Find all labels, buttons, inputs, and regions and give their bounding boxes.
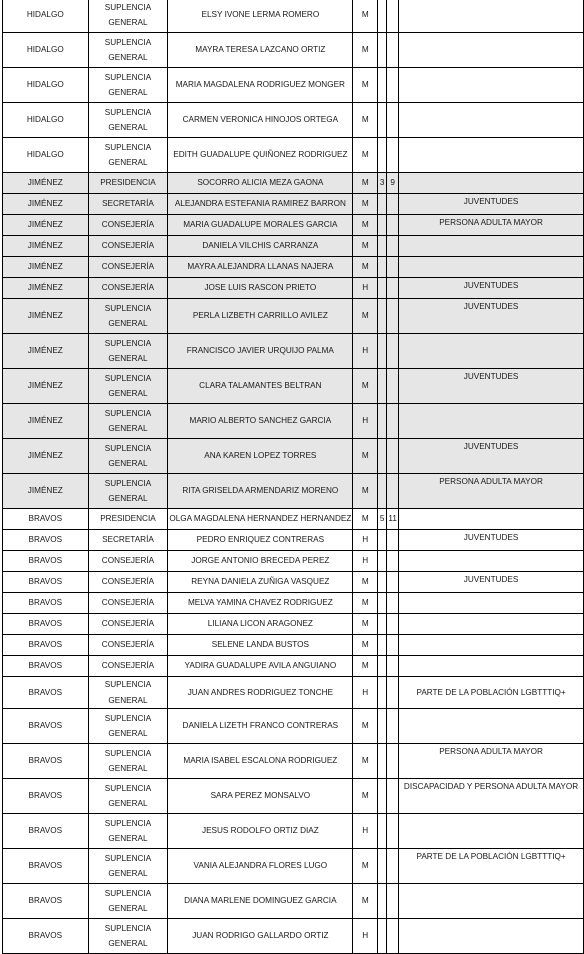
group-cell: PERSONA ADULTA MAYOR bbox=[399, 474, 584, 509]
name-cell: CARMEN VERONICA HINOJOS ORTEGA bbox=[168, 103, 353, 138]
position-cell: CONSEJERÍA bbox=[88, 656, 168, 677]
gender-cell: M bbox=[353, 194, 378, 215]
name-cell: PERLA LIZBETH CARRILLO AVILEZ bbox=[168, 299, 353, 334]
count-cell bbox=[378, 779, 387, 814]
count-cell: 5 bbox=[378, 509, 387, 530]
count-cell bbox=[387, 369, 399, 404]
municipality-cell: BRAVOS bbox=[3, 530, 89, 551]
group-cell bbox=[399, 0, 584, 33]
count-cell bbox=[378, 215, 387, 236]
name-cell: RITA GRISELDA ARMENDARIZ MORENO bbox=[168, 474, 353, 509]
group-cell: PARTE DE LA POBLACIÓN LGBTTTIQ+ bbox=[399, 849, 584, 884]
count-cell bbox=[378, 814, 387, 849]
municipality-cell: BRAVOS bbox=[3, 656, 89, 677]
municipality-cell: JIMÉNEZ bbox=[3, 194, 89, 215]
count-cell bbox=[387, 257, 399, 278]
count-cell bbox=[378, 677, 387, 709]
municipality-cell: JIMÉNEZ bbox=[3, 173, 89, 194]
count-cell bbox=[387, 884, 399, 919]
position-cell: SUPLENCIA GENERAL bbox=[88, 299, 168, 334]
position-cell: SUPLENCIA GENERAL bbox=[88, 779, 168, 814]
gender-cell: M bbox=[353, 173, 378, 194]
table-row bbox=[3, 138, 584, 173]
position-cell: SUPLENCIA GENERAL bbox=[88, 474, 168, 509]
name-cell: MAYRA ALEJANDRA LLANAS NAJERA bbox=[168, 257, 353, 278]
count-cell bbox=[387, 278, 399, 299]
table-body bbox=[3, 0, 584, 954]
position-cell: SECRETARÍA bbox=[88, 194, 168, 215]
position-cell: SUPLENCIA GENERAL bbox=[88, 439, 168, 474]
count-cell bbox=[378, 236, 387, 257]
name-cell: ALEJANDRA ESTEFANIA RAMIREZ BARRON bbox=[168, 194, 353, 215]
count-cell bbox=[387, 0, 399, 33]
municipality-cell: BRAVOS bbox=[3, 509, 89, 530]
count-cell bbox=[378, 299, 387, 334]
count-cell bbox=[387, 849, 399, 884]
position-cell: SUPLENCIA GENERAL bbox=[88, 334, 168, 369]
municipality-cell: HIDALGO bbox=[3, 138, 89, 173]
municipality-cell: JIMÉNEZ bbox=[3, 334, 89, 369]
group-cell: JUVENTUDES bbox=[399, 530, 584, 551]
count-cell bbox=[387, 551, 399, 572]
count-cell bbox=[387, 334, 399, 369]
municipality-cell: BRAVOS bbox=[3, 551, 89, 572]
count-cell bbox=[387, 68, 399, 103]
gender-cell: M bbox=[353, 509, 378, 530]
table-row bbox=[3, 257, 584, 278]
table-row bbox=[3, 656, 584, 677]
name-cell: JUAN RODRIGO GALLARDO ORTIZ bbox=[168, 919, 353, 954]
name-cell: DANIELA VILCHIS CARRANZA bbox=[168, 236, 353, 257]
gender-cell: M bbox=[353, 709, 378, 744]
group-cell bbox=[399, 138, 584, 173]
gender-cell: H bbox=[353, 278, 378, 299]
count-cell bbox=[387, 919, 399, 954]
gender-cell: M bbox=[353, 103, 378, 138]
position-cell: CONSEJERÍA bbox=[88, 593, 168, 614]
name-cell: JUAN ANDRES RODRIGUEZ TONCHE bbox=[168, 677, 353, 709]
name-cell: JORGE ANTONIO BRECEDA PEREZ bbox=[168, 551, 353, 572]
name-cell: FRANCISCO JAVIER URQUIJO PALMA bbox=[168, 334, 353, 369]
group-cell bbox=[399, 884, 584, 919]
position-cell: SUPLENCIA GENERAL bbox=[88, 68, 168, 103]
count-cell bbox=[378, 33, 387, 68]
count-cell bbox=[387, 215, 399, 236]
table-row bbox=[3, 744, 584, 779]
table-row bbox=[3, 68, 584, 103]
table-row bbox=[3, 474, 584, 509]
gender-cell: H bbox=[353, 814, 378, 849]
gender-cell: M bbox=[353, 572, 378, 593]
table-row bbox=[3, 509, 584, 530]
municipality-cell: JIMÉNEZ bbox=[3, 215, 89, 236]
table-row bbox=[3, 677, 584, 709]
table-row bbox=[3, 103, 584, 138]
position-cell: CONSEJERÍA bbox=[88, 635, 168, 656]
name-cell: SELENE LANDA BUSTOS bbox=[168, 635, 353, 656]
count-cell bbox=[387, 614, 399, 635]
count-cell bbox=[387, 677, 399, 709]
gender-cell: H bbox=[353, 919, 378, 954]
table-row bbox=[3, 439, 584, 474]
count-cell bbox=[378, 257, 387, 278]
group-cell: PARTE DE LA POBLACIÓN LGBTTTIQ+ bbox=[399, 677, 584, 709]
name-cell: JOSE LUIS RASCON PRIETO bbox=[168, 278, 353, 299]
gender-cell: M bbox=[353, 656, 378, 677]
count-cell bbox=[387, 530, 399, 551]
position-cell: CONSEJERÍA bbox=[88, 236, 168, 257]
count-cell bbox=[378, 369, 387, 404]
group-cell: PERSONA ADULTA MAYOR bbox=[399, 744, 584, 779]
name-cell: YADIRA GUADALUPE AVILA ANGUIANO bbox=[168, 656, 353, 677]
count-cell bbox=[378, 138, 387, 173]
gender-cell: M bbox=[353, 68, 378, 103]
position-cell: CONSEJERÍA bbox=[88, 215, 168, 236]
name-cell: MARIA ISABEL ESCALONA RODRIGUEZ bbox=[168, 744, 353, 779]
municipality-cell: HIDALGO bbox=[3, 68, 89, 103]
count-cell bbox=[378, 884, 387, 919]
table-row bbox=[3, 709, 584, 744]
group-cell: JUVENTUDES bbox=[399, 572, 584, 593]
table-row bbox=[3, 530, 584, 551]
group-cell bbox=[399, 814, 584, 849]
count-cell bbox=[378, 404, 387, 439]
count-cell bbox=[378, 68, 387, 103]
name-cell: MARIO ALBERTO SANCHEZ GARCIA bbox=[168, 404, 353, 439]
name-cell: MAYRA TERESA LAZCANO ORTIZ bbox=[168, 33, 353, 68]
municipality-cell: BRAVOS bbox=[3, 884, 89, 919]
group-cell bbox=[399, 919, 584, 954]
table-row bbox=[3, 884, 584, 919]
table-row bbox=[3, 194, 584, 215]
municipality-cell: BRAVOS bbox=[3, 635, 89, 656]
municipality-cell: HIDALGO bbox=[3, 0, 89, 33]
count-cell bbox=[387, 656, 399, 677]
position-cell: SECRETARÍA bbox=[88, 530, 168, 551]
gender-cell: M bbox=[353, 0, 378, 33]
municipality-cell: BRAVOS bbox=[3, 572, 89, 593]
position-cell: PRESIDENCIA bbox=[88, 173, 168, 194]
gender-cell: M bbox=[353, 215, 378, 236]
count-cell bbox=[387, 439, 399, 474]
count-cell bbox=[378, 439, 387, 474]
gender-cell: M bbox=[353, 474, 378, 509]
table-row bbox=[3, 404, 584, 439]
group-cell: JUVENTUDES bbox=[399, 194, 584, 215]
group-cell bbox=[399, 404, 584, 439]
table-row bbox=[3, 849, 584, 884]
gender-cell: H bbox=[353, 334, 378, 369]
municipality-cell: JIMÉNEZ bbox=[3, 299, 89, 334]
table-row bbox=[3, 572, 584, 593]
group-cell: JUVENTUDES bbox=[399, 278, 584, 299]
name-cell: JESUS RODOLFO ORTIZ DIAZ bbox=[168, 814, 353, 849]
group-cell bbox=[399, 635, 584, 656]
table-row bbox=[3, 0, 584, 33]
table-row bbox=[3, 614, 584, 635]
table-row bbox=[3, 779, 584, 814]
group-cell bbox=[399, 709, 584, 744]
group-cell bbox=[399, 593, 584, 614]
count-cell bbox=[378, 551, 387, 572]
municipality-cell: JIMÉNEZ bbox=[3, 369, 89, 404]
group-cell bbox=[399, 656, 584, 677]
gender-cell: M bbox=[353, 593, 378, 614]
name-cell: ELSY IVONE LERMA ROMERO bbox=[168, 0, 353, 33]
count-cell bbox=[378, 103, 387, 138]
name-cell: CLARA TALAMANTES BELTRAN bbox=[168, 369, 353, 404]
count-cell bbox=[387, 103, 399, 138]
position-cell: SUPLENCIA GENERAL bbox=[88, 849, 168, 884]
gender-cell: M bbox=[353, 236, 378, 257]
count-cell bbox=[387, 814, 399, 849]
gender-cell: M bbox=[353, 849, 378, 884]
name-cell: MARIA GUADALUPE MORALES GARCIA bbox=[168, 215, 353, 236]
group-cell: JUVENTUDES bbox=[399, 299, 584, 334]
municipality-cell: HIDALGO bbox=[3, 103, 89, 138]
position-cell: SUPLENCIA GENERAL bbox=[88, 369, 168, 404]
count-cell bbox=[387, 572, 399, 593]
candidates-table bbox=[2, 0, 584, 954]
name-cell: ANA KAREN LOPEZ TORRES bbox=[168, 439, 353, 474]
municipality-cell: BRAVOS bbox=[3, 677, 89, 709]
count-cell bbox=[378, 530, 387, 551]
gender-cell: H bbox=[353, 530, 378, 551]
count-cell bbox=[387, 779, 399, 814]
table-row bbox=[3, 278, 584, 299]
group-cell bbox=[399, 334, 584, 369]
name-cell: MELVA YAMINA CHAVEZ RODRIGUEZ bbox=[168, 593, 353, 614]
municipality-cell: BRAVOS bbox=[3, 919, 89, 954]
gender-cell: M bbox=[353, 257, 378, 278]
name-cell: MARIA MAGDALENA RODRIGUEZ MONGER bbox=[168, 68, 353, 103]
table-row bbox=[3, 334, 584, 369]
count-cell bbox=[378, 0, 387, 33]
count-cell bbox=[387, 194, 399, 215]
name-cell: VANIA ALEJANDRA FLORES LUGO bbox=[168, 849, 353, 884]
count-cell bbox=[387, 138, 399, 173]
name-cell: SOCORRO ALICIA MEZA GAONA bbox=[168, 173, 353, 194]
gender-cell: M bbox=[353, 33, 378, 68]
municipality-cell: JIMÉNEZ bbox=[3, 439, 89, 474]
municipality-cell: JIMÉNEZ bbox=[3, 257, 89, 278]
name-cell: DIANA MARLENE DOMINGUEZ GARCIA bbox=[168, 884, 353, 919]
position-cell: SUPLENCIA GENERAL bbox=[88, 677, 168, 709]
table-row bbox=[3, 369, 584, 404]
count-cell bbox=[387, 635, 399, 656]
table-row bbox=[3, 215, 584, 236]
municipality-cell: JIMÉNEZ bbox=[3, 404, 89, 439]
position-cell: SUPLENCIA GENERAL bbox=[88, 0, 168, 33]
name-cell: EDITH GUADALUPE QUIÑONEZ RODRIGUEZ bbox=[168, 138, 353, 173]
count-cell bbox=[387, 593, 399, 614]
name-cell: OLGA MAGDALENA HERNANDEZ HERNANDEZ bbox=[168, 509, 353, 530]
position-cell: SUPLENCIA GENERAL bbox=[88, 919, 168, 954]
gender-cell: M bbox=[353, 635, 378, 656]
count-cell bbox=[378, 334, 387, 369]
group-cell bbox=[399, 236, 584, 257]
group-cell: JUVENTUDES bbox=[399, 369, 584, 404]
gender-cell: M bbox=[353, 779, 378, 814]
group-cell bbox=[399, 614, 584, 635]
municipality-cell: BRAVOS bbox=[3, 744, 89, 779]
position-cell: SUPLENCIA GENERAL bbox=[88, 884, 168, 919]
group-cell bbox=[399, 68, 584, 103]
table-row bbox=[3, 814, 584, 849]
position-cell: CONSEJERÍA bbox=[88, 278, 168, 299]
gender-cell: M bbox=[353, 614, 378, 635]
group-cell: DISCAPACIDAD Y PERSONA ADULTA MAYOR bbox=[399, 779, 584, 814]
count-cell bbox=[378, 849, 387, 884]
position-cell: CONSEJERÍA bbox=[88, 614, 168, 635]
count-cell bbox=[378, 656, 387, 677]
group-cell: JUVENTUDES bbox=[399, 439, 584, 474]
count-cell bbox=[378, 278, 387, 299]
group-cell bbox=[399, 33, 584, 68]
count-cell bbox=[378, 614, 387, 635]
position-cell: SUPLENCIA GENERAL bbox=[88, 33, 168, 68]
count-cell bbox=[378, 744, 387, 779]
group-cell bbox=[399, 173, 584, 194]
municipality-cell: BRAVOS bbox=[3, 593, 89, 614]
position-cell: CONSEJERÍA bbox=[88, 257, 168, 278]
count-cell bbox=[387, 474, 399, 509]
table-row bbox=[3, 919, 584, 954]
group-cell bbox=[399, 509, 584, 530]
position-cell: CONSEJERÍA bbox=[88, 572, 168, 593]
name-cell: DANIELA LIZETH FRANCO CONTRERAS bbox=[168, 709, 353, 744]
count-cell bbox=[378, 709, 387, 744]
name-cell: PEDRO ENRIQUEZ CONTRERAS bbox=[168, 530, 353, 551]
count-cell bbox=[387, 404, 399, 439]
municipality-cell: BRAVOS bbox=[3, 709, 89, 744]
position-cell: SUPLENCIA GENERAL bbox=[88, 814, 168, 849]
gender-cell: M bbox=[353, 744, 378, 779]
position-cell: SUPLENCIA GENERAL bbox=[88, 709, 168, 744]
table-row bbox=[3, 236, 584, 257]
count-cell bbox=[378, 194, 387, 215]
municipality-cell: BRAVOS bbox=[3, 614, 89, 635]
count-cell bbox=[378, 593, 387, 614]
count-cell bbox=[387, 709, 399, 744]
count-cell bbox=[378, 919, 387, 954]
table-row bbox=[3, 551, 584, 572]
table-row bbox=[3, 33, 584, 68]
gender-cell: M bbox=[353, 369, 378, 404]
position-cell: SUPLENCIA GENERAL bbox=[88, 138, 168, 173]
count-cell: 3 bbox=[378, 173, 387, 194]
count-cell bbox=[387, 299, 399, 334]
group-cell bbox=[399, 103, 584, 138]
table-row bbox=[3, 593, 584, 614]
count-cell bbox=[387, 236, 399, 257]
position-cell: SUPLENCIA GENERAL bbox=[88, 744, 168, 779]
municipality-cell: BRAVOS bbox=[3, 779, 89, 814]
name-cell: REYNA DANIELA ZUÑIGA VASQUEZ bbox=[168, 572, 353, 593]
table-row bbox=[3, 173, 584, 194]
group-cell bbox=[399, 257, 584, 278]
gender-cell: H bbox=[353, 551, 378, 572]
group-cell bbox=[399, 551, 584, 572]
name-cell: LILIANA LICON ARAGONEZ bbox=[168, 614, 353, 635]
position-cell: CONSEJERÍA bbox=[88, 551, 168, 572]
municipality-cell: JIMÉNEZ bbox=[3, 474, 89, 509]
gender-cell: M bbox=[353, 299, 378, 334]
position-cell: SUPLENCIA GENERAL bbox=[88, 103, 168, 138]
name-cell: SARA PEREZ MONSALVO bbox=[168, 779, 353, 814]
municipality-cell: JIMÉNEZ bbox=[3, 236, 89, 257]
gender-cell: M bbox=[353, 138, 378, 173]
municipality-cell: BRAVOS bbox=[3, 849, 89, 884]
municipality-cell: HIDALGO bbox=[3, 33, 89, 68]
table-row bbox=[3, 635, 584, 656]
count-cell: 11 bbox=[387, 509, 399, 530]
gender-cell: H bbox=[353, 677, 378, 709]
gender-cell: M bbox=[353, 439, 378, 474]
municipality-cell: JIMÉNEZ bbox=[3, 278, 89, 299]
gender-cell: H bbox=[353, 404, 378, 439]
position-cell: SUPLENCIA GENERAL bbox=[88, 404, 168, 439]
position-cell: PRESIDENCIA bbox=[88, 509, 168, 530]
count-cell bbox=[387, 744, 399, 779]
count-cell bbox=[378, 474, 387, 509]
count-cell bbox=[378, 572, 387, 593]
count-cell: 9 bbox=[387, 173, 399, 194]
gender-cell: M bbox=[353, 884, 378, 919]
group-cell: PERSONA ADULTA MAYOR bbox=[399, 215, 584, 236]
municipality-cell: BRAVOS bbox=[3, 814, 89, 849]
count-cell bbox=[387, 33, 399, 68]
table-row bbox=[3, 299, 584, 334]
count-cell bbox=[378, 635, 387, 656]
